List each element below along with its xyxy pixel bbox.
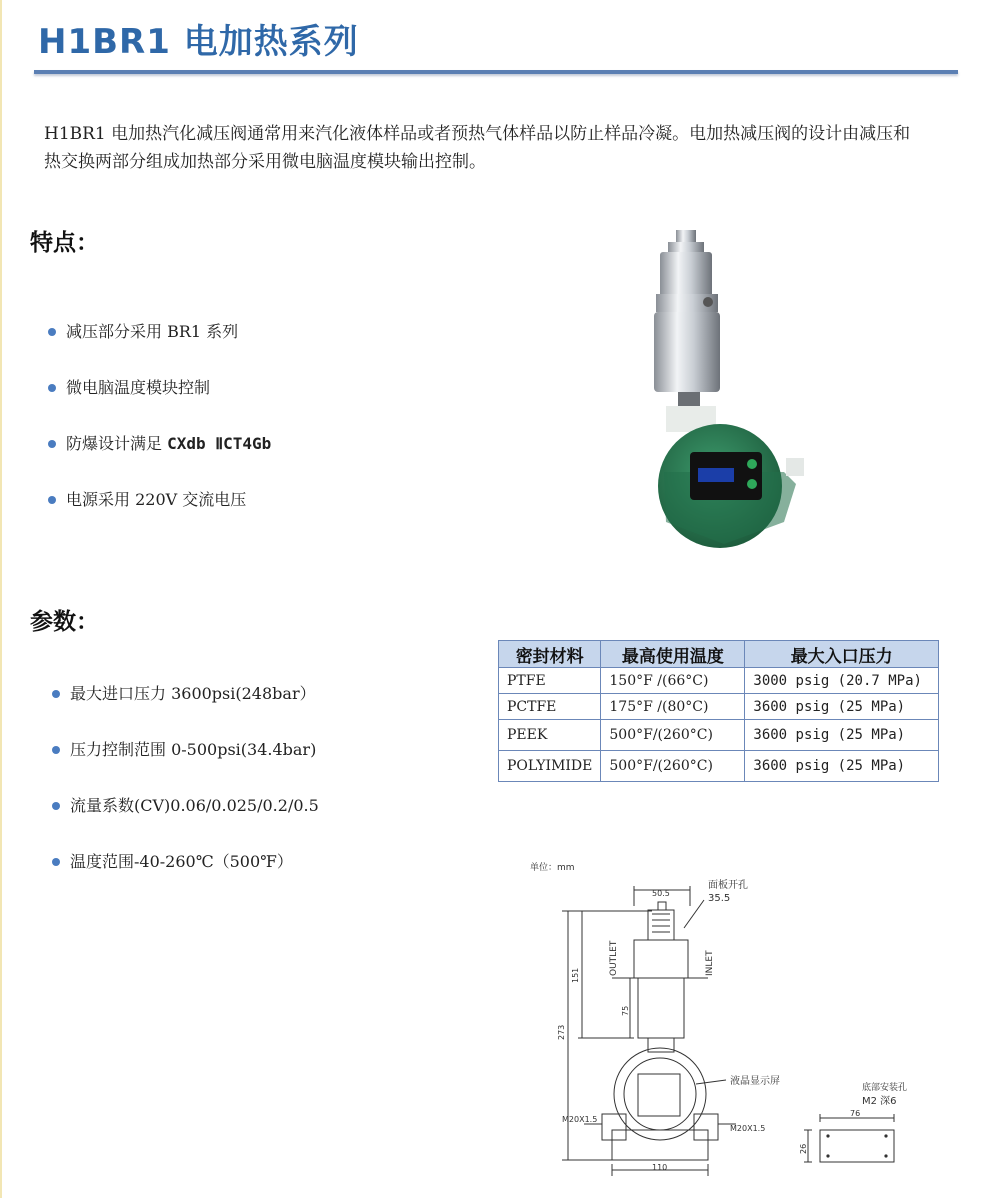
cell-pressure: 3000 psig (20.7 MPa) — [745, 668, 939, 694]
feature-item: 微电脑温度模块控制 — [46, 378, 271, 434]
feature-item: 防爆设计满足 CXdb ⅡCT4Gb — [46, 434, 271, 490]
cell-pressure: 3600 psig (25 MPa) — [745, 720, 939, 751]
col-seal-material: 密封材料 — [499, 641, 601, 668]
param-item: 压力控制范围 0-500psi(34.4bar) — [50, 740, 319, 796]
table-row — [499, 694, 939, 720]
cell-temp: 500°F/(260°C) — [601, 720, 745, 751]
panel-hole-label: 面板开孔 — [708, 880, 748, 891]
dim-75: 75 — [621, 1005, 630, 1016]
table-row — [499, 668, 939, 694]
inlet-label: INLET — [705, 950, 715, 976]
panel-hole-dim: 35.5 — [708, 893, 731, 904]
feature-item: 电源采用 220V 交流电压 — [46, 490, 271, 546]
features-list — [46, 322, 271, 546]
params-heading: 参数： — [30, 609, 99, 635]
table-row — [499, 751, 939, 782]
width-bottom-dim: 110 — [652, 1163, 668, 1172]
mount-height-dim: 26 — [799, 1143, 808, 1154]
outlet-label: OUTLET — [609, 940, 619, 976]
dimension-drawing — [516, 818, 931, 1188]
mount-spec: M2 深6 — [862, 1096, 897, 1107]
drawing-unit-label: 单位：mm — [530, 863, 575, 873]
thread-right-label: M20X1.5 — [730, 1124, 766, 1133]
intro-paragraph: H1BR1 电加热汽化减压阀通常用来汽化液体样品或者预热气体样品以防止样品冷凝。电加热减压阀的设计由减压和热交换两部分组成加热部分采用微电脑温度模块输出控制。 — [44, 124, 911, 172]
title-divider — [34, 70, 958, 74]
cell-material: POLYIMIDE — [499, 751, 601, 782]
table-row — [499, 720, 939, 751]
param-item: 流量系数(CV)0.06/0.025/0.2/0.5 — [50, 796, 319, 852]
param-item: 最大进口压力 3600psi(248bar） — [50, 684, 319, 740]
table-header-row — [499, 641, 939, 668]
product-photo — [624, 222, 824, 562]
width-top-dim: 50.5 — [652, 889, 670, 898]
mount-width-dim: 76 — [850, 1109, 861, 1118]
cell-material: PTFE — [499, 668, 601, 694]
params-list — [50, 684, 319, 908]
feature-item: 减压部分采用 BR1 系列 — [46, 322, 271, 378]
cell-temp: 175°F /(80°C) — [601, 694, 745, 720]
mount-title: 底部安装孔 — [862, 1083, 908, 1093]
param-item: 温度范围-40-260℃（500℉） — [50, 852, 319, 908]
cell-pressure: 3600 psig (25 MPa) — [745, 751, 939, 782]
page-edge-line — [0, 0, 2, 1198]
cell-pressure: 3600 psig (25 MPa) — [745, 694, 939, 720]
cell-temp: 500°F/(260°C) — [601, 751, 745, 782]
dim-273: 273 — [557, 1024, 566, 1040]
col-max-pressure: 最大入口压力 — [745, 641, 939, 668]
seal-material-table — [498, 640, 939, 782]
cell-temp: 150°F /(66°C) — [601, 668, 745, 694]
col-max-temp: 最高使用温度 — [601, 641, 745, 668]
cell-material: PCTFE — [499, 694, 601, 720]
dim-151: 151 — [571, 967, 580, 983]
lcd-label: 液晶显示屏 — [730, 1076, 780, 1087]
page-title: H1BR1 电加热系列 — [38, 22, 359, 62]
features-heading: 特点： — [30, 230, 99, 256]
cell-material: PEEK — [499, 720, 601, 751]
thread-left-label: M20X1.5 — [562, 1115, 598, 1124]
